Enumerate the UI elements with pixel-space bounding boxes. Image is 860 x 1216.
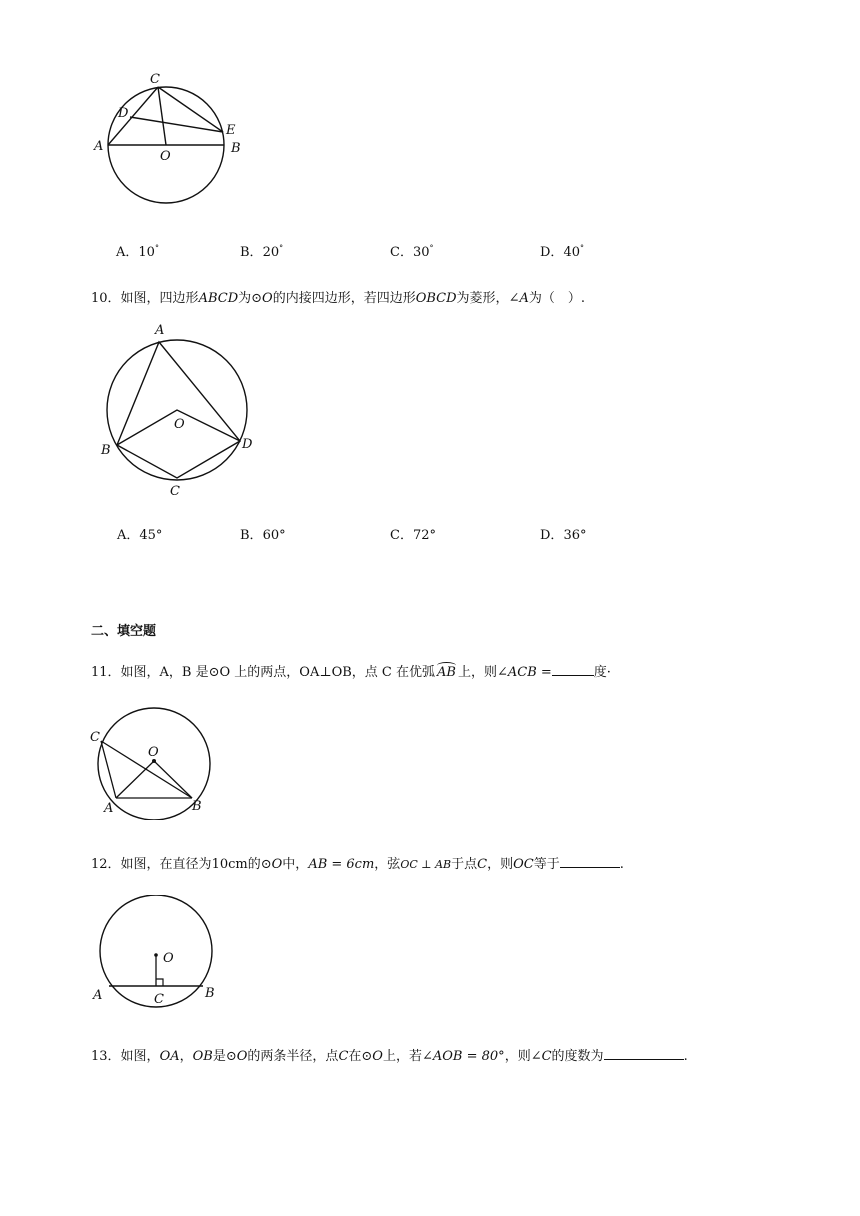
- q9-option-d: D．40°: [540, 243, 584, 260]
- q10-label-a: A: [155, 323, 165, 338]
- q10-label-d: D: [242, 437, 253, 452]
- q9-line-ce: [158, 87, 223, 132]
- q11-label-a: A: [104, 801, 114, 816]
- q12-center-dot: [154, 953, 158, 957]
- q11-line-oa: [116, 761, 154, 798]
- q9-option-b: B．20°: [240, 243, 284, 260]
- q9-option-c: C．30°: [390, 243, 434, 260]
- q12-right-angle-mark: [156, 979, 163, 986]
- q12-answer-blank[interactable]: [560, 855, 620, 868]
- q11-label-b: B: [192, 799, 202, 814]
- section-title: 二、填空题: [91, 624, 157, 639]
- q13-answer-blank[interactable]: [604, 1047, 684, 1060]
- q11-answer-blank[interactable]: [552, 663, 594, 676]
- q9-line-de: [130, 117, 223, 132]
- q12-label-c: C: [154, 992, 164, 1007]
- q11-label-c: C: [90, 730, 100, 745]
- q12-figure: [88, 895, 228, 1015]
- q11-line-ob: [154, 761, 192, 798]
- q10-label-o: O: [174, 417, 185, 432]
- q11-question: 11．如图，A，B 是⊙O 上的两点，OA⊥OB，点 C 在优弧 AB 上，则∠ACB = 度·: [91, 661, 611, 680]
- q9-label-e: E: [226, 123, 236, 138]
- q9-label-a: A: [94, 139, 104, 154]
- q10-label-c: C: [170, 484, 180, 499]
- q12-label-b: B: [205, 986, 215, 1001]
- q9-line-co: [158, 87, 166, 145]
- q9-option-a: A．10°: [116, 243, 159, 260]
- q12-label-a: A: [93, 988, 103, 1003]
- q10-option-d: D．36°: [540, 528, 587, 543]
- q11-figure: [88, 700, 228, 820]
- q10-option-b: B．60°: [240, 528, 286, 543]
- q10-question: 10．如图，四边形ABCD为⊙O的内接四边形，若四边形OBCD为菱形，∠A为（ ）.: [91, 291, 585, 306]
- q12-circle: [100, 895, 212, 1007]
- q10-option-a: A．45°: [117, 528, 163, 543]
- q11-line-cb: [101, 741, 192, 798]
- q12-question: 12．如图，在直径为10cm的⊙O中，AB = 6cm，弦OC ⊥ AB于点C，则OC等于 .: [91, 857, 624, 872]
- q10-label-b: B: [101, 443, 111, 458]
- q12-label-o: O: [163, 951, 174, 966]
- q13-question: 13．如图，OA，OB是⊙O的两条半径，点C在⊙O上，若∠AOB = 80°，则∠C的度数为 .: [91, 1049, 688, 1064]
- q11-label-o: O: [148, 745, 159, 760]
- q9-label-o: O: [160, 149, 171, 164]
- q10-figure: [95, 318, 265, 503]
- q10-option-c: C．72°: [390, 528, 436, 543]
- q9-figure: [88, 70, 258, 210]
- q9-label-b: B: [231, 141, 241, 156]
- q9-label-c: C: [150, 72, 160, 87]
- q9-label-d: D: [118, 106, 129, 121]
- q11-arc-ab: AB: [437, 665, 456, 680]
